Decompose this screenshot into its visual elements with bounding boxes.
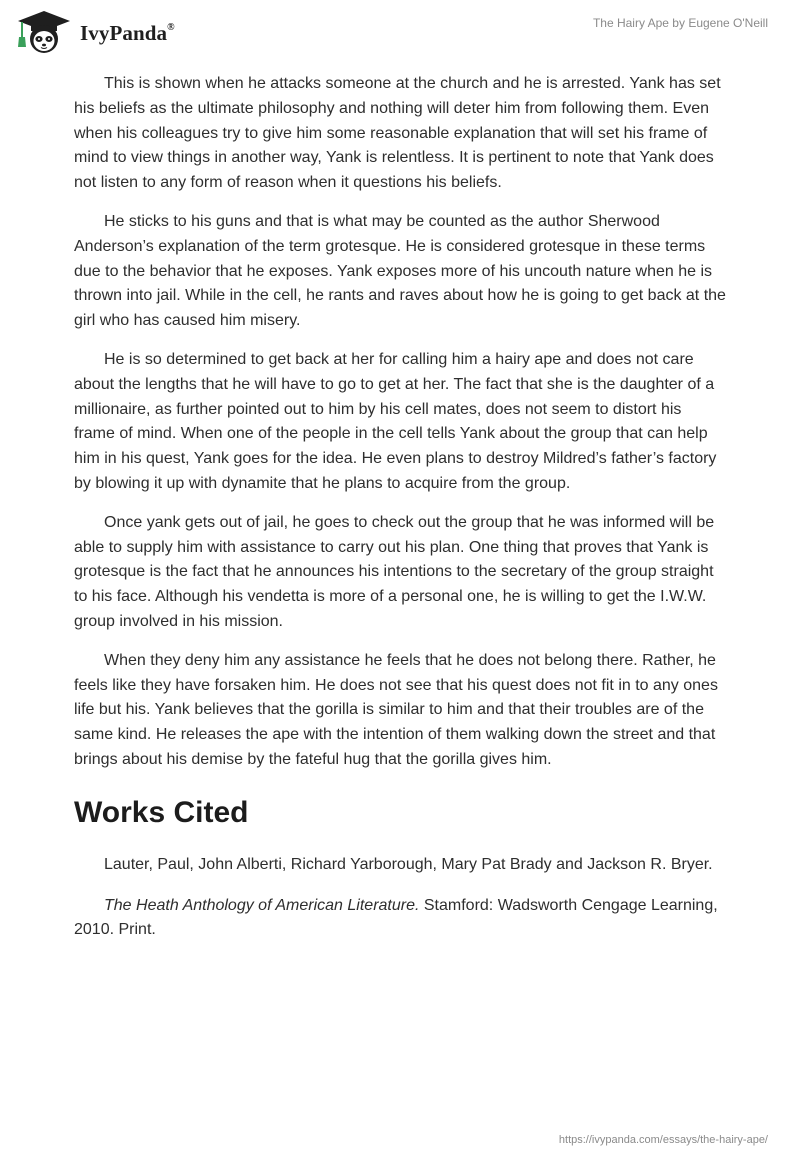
works-cited-heading: Works Cited [74, 795, 249, 829]
logo-wordmark: IvyPanda® [80, 20, 175, 45]
source-url[interactable]: https://ivypanda.com/essays/the-hairy-ape/ [558, 1134, 768, 1146]
panda-graduate-icon [14, 9, 74, 55]
essay-paragraph: He is so determined to get back at her for calling him a hairy ape and does not care about the lengths that he will have to go to get at her. The fact that she is the daughter of a millionaire, as further pointed out to him by his cell mates, does not seem to distort his frame of mind. When one of the people in the cell tells Yank about the group that can help him in his quest, Yank goes for the idea. He even plans to destroy Mildred’s father’s factory by blowing it up with dynamite that he plans to acquire from the group. [74, 350, 717, 492]
essay-paragraph: When they deny him any assistance he feels that he does not belong there. Rather, he feels like they have forsaken him. He does not see that his quest does not fit in to any ones life but his. Yank believes that the gorilla is similar to him and that their troubles are of the same kind. He releases the ape with the intention of them walking down the street and that brings about his demise by the fateful hug that the gorilla gives him. [74, 651, 718, 768]
document-title: The Hairy Ape by Eugene O'Neill [592, 16, 768, 30]
citation-entry: Lauter, Paul, John Alberti, Richard Yarborough, Mary Pat Brady and Jackson R. Bryer. [104, 855, 713, 873]
page-header [0, 0, 800, 64]
essay-paragraph: This is shown when he attacks someone at the church and he is arrested. Yank has set his beliefs as the ultimate philosophy and nothing will deter him from following them. Even when his colleagues try to give him some reasonable explanation that will set his frame of mind to view things in another way, Yank is relentless. It is pertinent to note that Yank does not listen to any form of reason when it questions his beliefs. [74, 75, 721, 192]
citation-title: The Heath Anthology of American Literature. [104, 896, 420, 914]
essay-paragraph: Once yank gets out of jail, he goes to check out the group that he was informed will be able to supply him with assistance to carry out his plan. One thing that proves that Yank is grotesque is the fact that he announces his intentions to the secretary of the group straight to his face. Although his vendetta is more of a personal one, he is willing to get the I.W.W. group involved in his mission. [74, 513, 715, 630]
essay-paragraph: He sticks to his guns and that is what may be counted as the author Sherwood Anderson’s explanation of the term grotesque. He is considered grotesque in these terms due to the behavior that he exposes. Yank exposes more of his uncouth nature when he is thrown into jail. While in the cell, he rants and raves about how he is going to get back at the girl who has caused him misery. [74, 212, 726, 330]
ivypanda-logo[interactable] [14, 9, 175, 55]
citation-details: Stamford: Wadsworth Cengage Learning, 2010. Print. [74, 896, 718, 939]
essay-content [74, 72, 726, 959]
citation-entry [74, 894, 726, 944]
